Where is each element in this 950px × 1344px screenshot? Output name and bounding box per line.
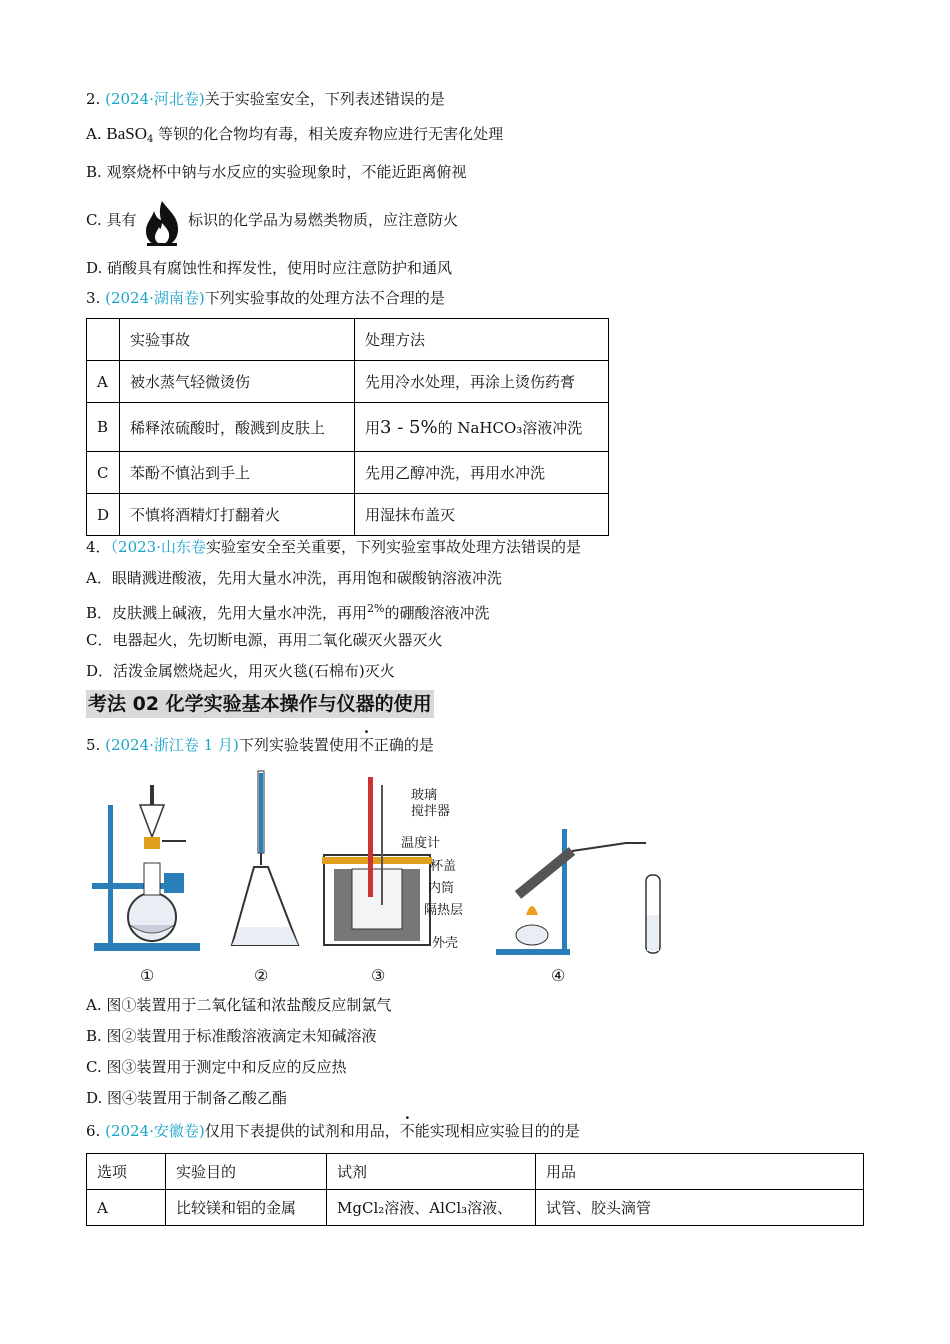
apparatus-2 (232, 771, 298, 945)
fig3-label-inner: 内筒 (428, 881, 455, 896)
fig3-label-insulation: 隔热层 (424, 903, 464, 918)
section-heading: 考法 02 化学实验基本操作与仪器的使用 (86, 690, 434, 718)
q5-option-b: B. 图②装置用于标准酸溶液滴定未知碱溶液 (86, 1027, 377, 1045)
q2-option-d: D. 硝酸具有腐蚀性和挥发性，使用时应注意防护和通风 (86, 259, 453, 277)
q2-source: (2024·河北卷) (105, 90, 205, 108)
q4-option-d: D．活泼金属燃烧起火，用灭火毯(石棉布)灭火 (86, 662, 395, 680)
q3-table (86, 318, 609, 536)
table-row: B 稀释浓硫酸时，酸溅到皮肤上 用3 - 5%的 NaHCO₃溶液冲洗 (87, 403, 609, 452)
table-row: C 苯酚不慎沾到手上 先用乙醇冲洗，再用水冲洗 (87, 452, 609, 494)
caption-4: ④ (551, 966, 566, 985)
q4-option-a: A．眼睛溅进酸液，先用大量水冲洗，再用饱和碳酸钠溶液冲洗 (86, 569, 502, 587)
table-row: 实验事故 处理方法 (87, 319, 609, 361)
q5-option-a: A. 图①装置用于二氧化锰和浓盐酸反应制氯气 (86, 996, 392, 1014)
q2-option-c: C. 具有 标识的化学品为易燃类物质，应注意防火 (86, 210, 458, 230)
table-row: A 被水蒸气轻微烫伤 先用冷水处理，再涂上烫伤药膏 (87, 361, 609, 403)
q6-table (86, 1153, 864, 1226)
fig3-label-thermometer: 温度计 (401, 836, 441, 851)
fig3-label-glass: 玻璃 搅拌器 (411, 788, 451, 819)
q2-option-a: A. BaSO$_4$ 等钡的化合物均有毒，相关废弃物应进行无害化处理 (86, 124, 504, 145)
table-row: A 比较镁和铝的金属 MgCl₂溶液、AlCl₃溶液、 试管、胶头滴管 (87, 1190, 864, 1226)
q4-option-b: B．皮肤溅上碱液，先用大量水冲洗，再用$^{2\%}$的硼酸溶液冲洗 (86, 602, 490, 622)
q4-stem: 4．（2023·山东卷实验室安全至关重要，下列实验室事故处理方法错误的是 (86, 538, 582, 556)
q3-stem: 3. (2024·湖南卷)下列实验事故的处理方法不合理的是 (86, 289, 445, 307)
fig3-label-lid: 杯盖 (430, 859, 457, 874)
q5-option-d: D. 图④装置用于制备乙酸乙酯 (86, 1089, 288, 1107)
table-row: 选项 实验目的 试剂 用品 (87, 1154, 864, 1190)
q5-option-c: C. 图③装置用于测定中和反应的反应热 (86, 1058, 347, 1076)
caption-1: ① (140, 966, 155, 985)
q2-stem: 2. (2024·河北卷)关于实验室安全，下列表述错误的是 (86, 90, 445, 108)
table-row: D 不慎将酒精灯打翻着火 用湿抹布盖灭 (87, 494, 609, 536)
apparatus-4 (496, 829, 660, 955)
q5-stem: 5. (2024·浙江卷 1 月)下列实验装置使用不正确的是 (86, 736, 434, 754)
caption-2: ② (254, 966, 269, 985)
fig3-label-shell: 外壳 (432, 936, 459, 951)
apparatus-figure (86, 765, 686, 965)
q4-option-c: C．电器起火，先切断电源，再用二氧化碳灭火器灭火 (86, 631, 443, 649)
caption-3: ③ (371, 966, 386, 985)
q6-stem: 6. (2024·安徽卷)仅用下表提供的试剂和用品，不能实现相应实验目的的是 (86, 1122, 580, 1140)
q2-option-b: B. 观察烧杯中钠与水反应的实验现象时，不能近距离俯视 (86, 163, 467, 181)
flammable-icon (141, 199, 183, 243)
apparatus-1 (92, 785, 200, 951)
